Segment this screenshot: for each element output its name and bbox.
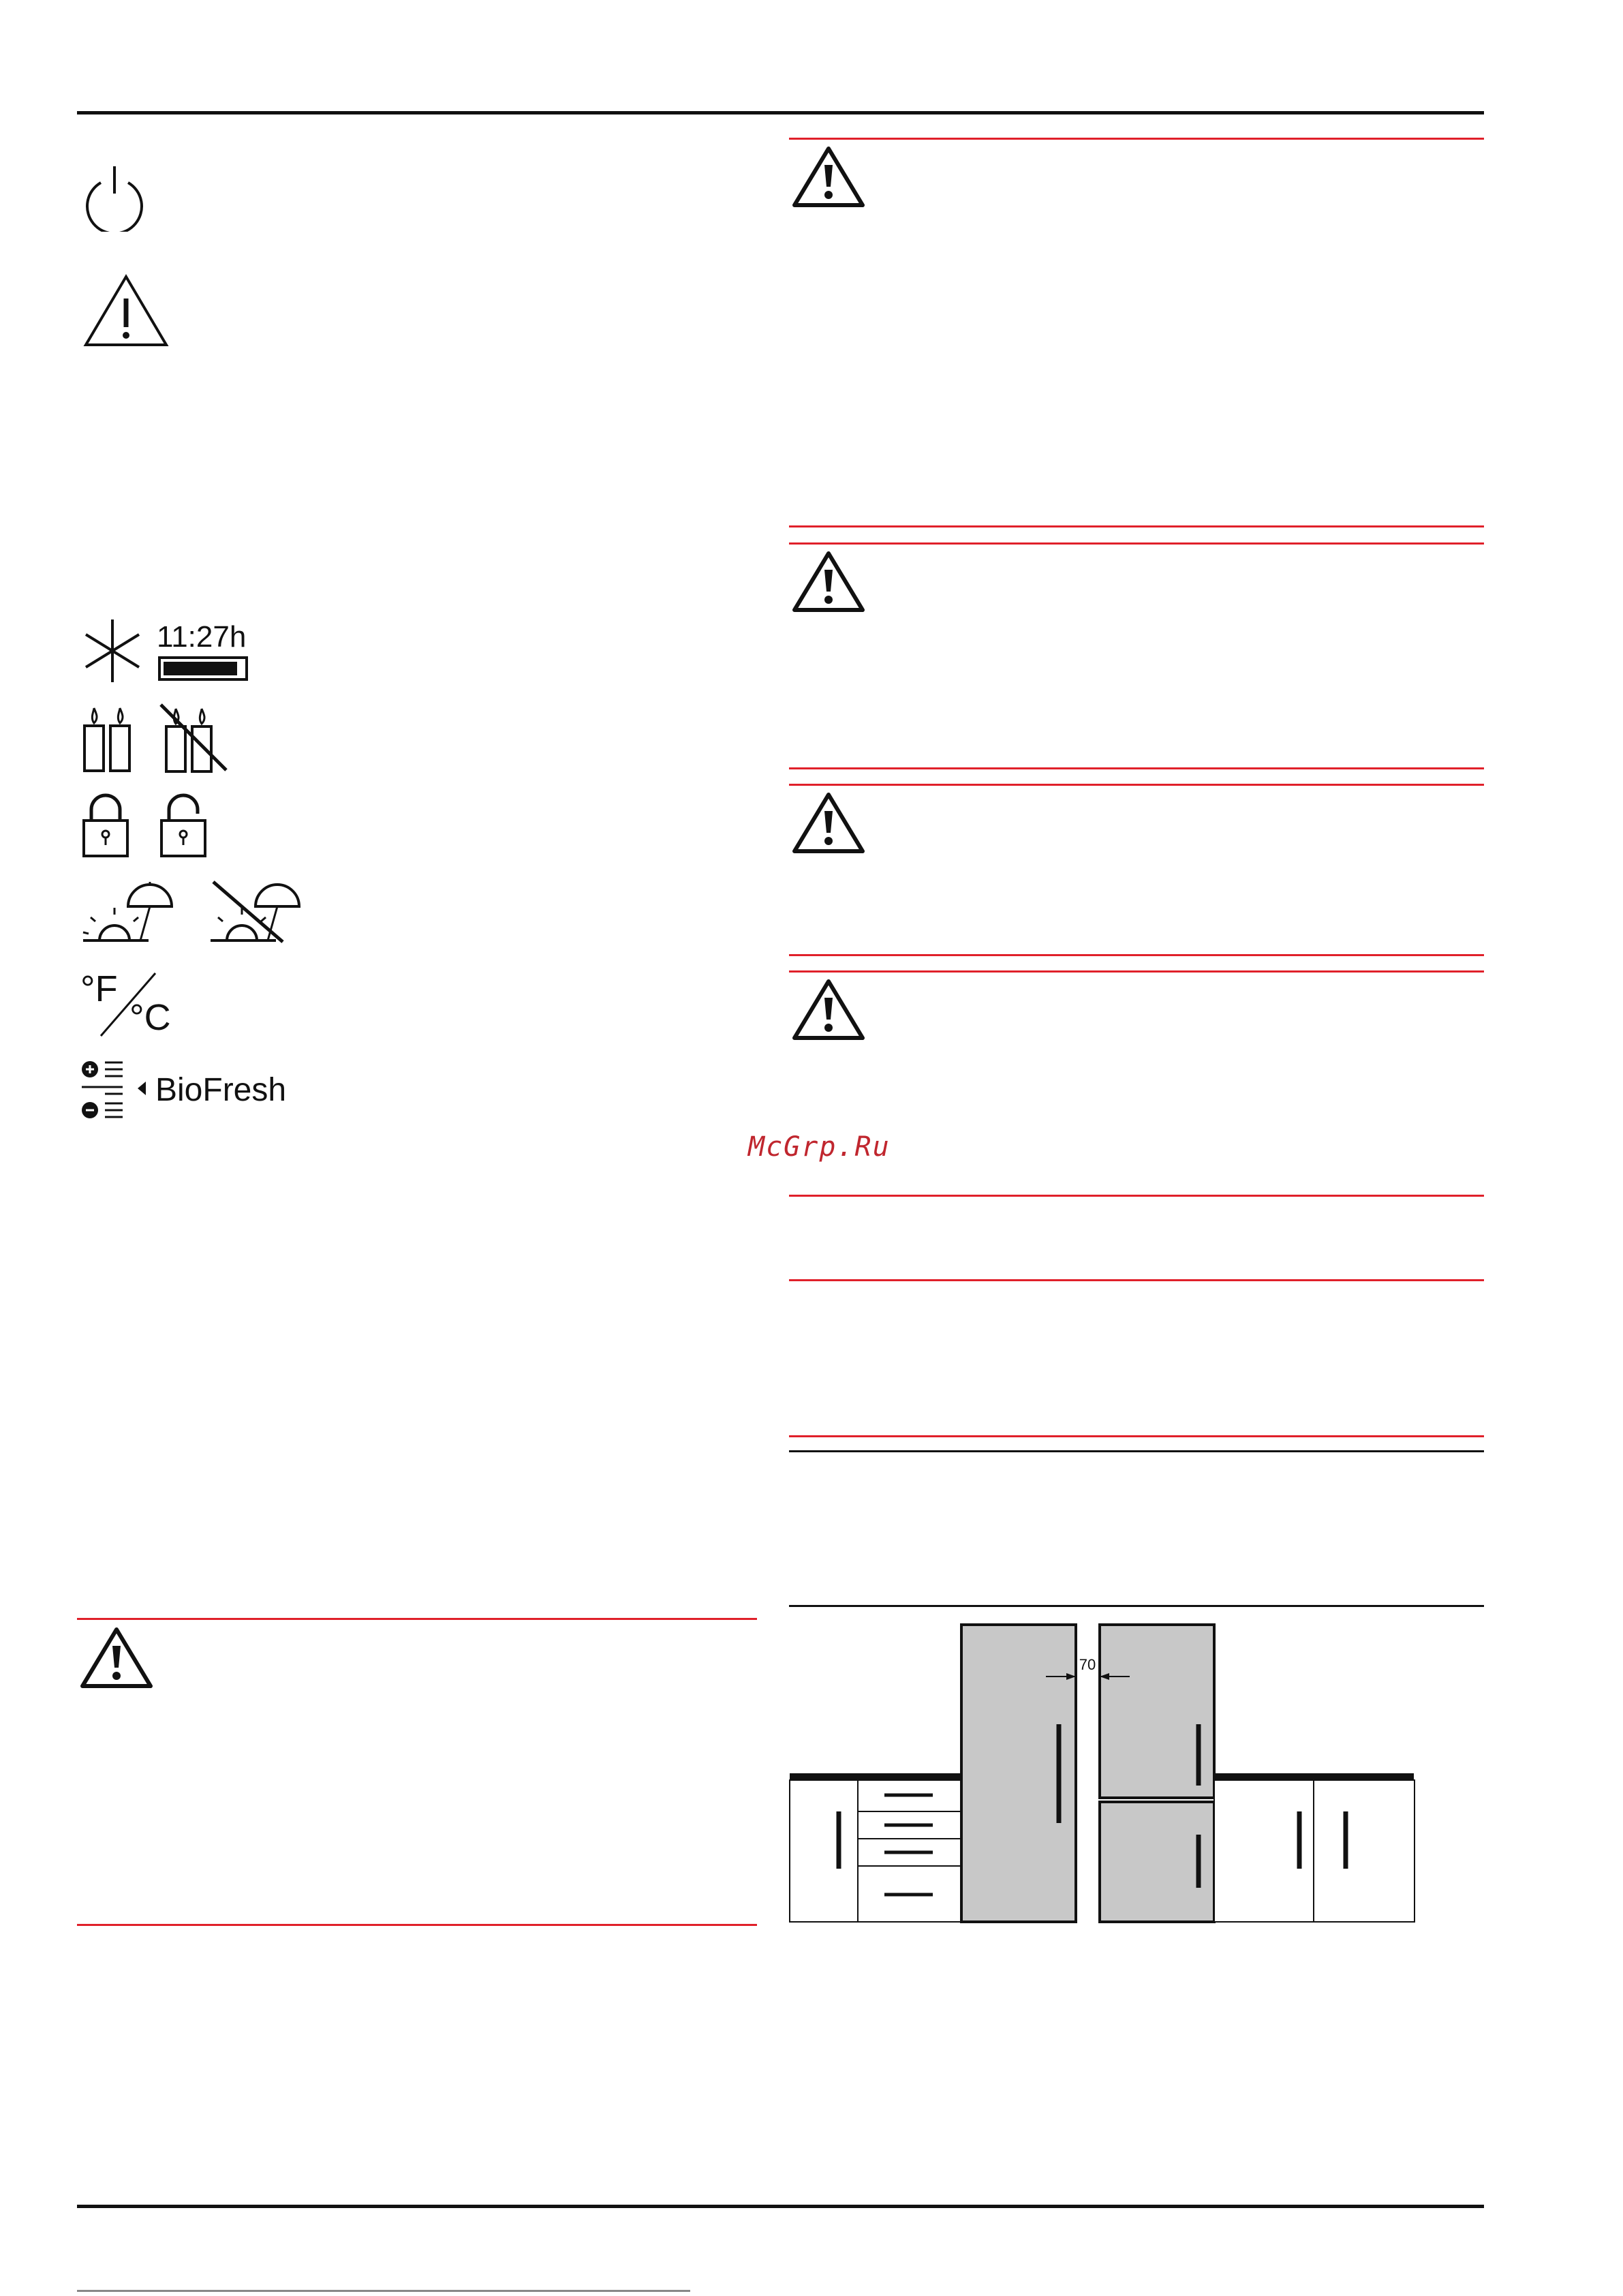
unit-celsius: °C [129, 997, 171, 1038]
warning-1-rule-bottom [789, 525, 1484, 527]
section-rule-4 [789, 1450, 1484, 1452]
warning-3-rule-bottom [789, 954, 1484, 956]
left-warning-rule-top [77, 1618, 757, 1620]
sabbath-on-icon [80, 705, 135, 774]
left-warning-rule-bottom [77, 1924, 757, 1926]
installation-figure [787, 1622, 1417, 1925]
warning-2-rule-top [789, 542, 1484, 545]
section-rule-1 [789, 1195, 1484, 1197]
lock-open-icon [158, 791, 209, 859]
warning-icon [80, 1625, 153, 1690]
superfrost-icon [80, 617, 145, 685]
warning-4-rule-top [789, 970, 1484, 973]
warning-2-rule-bottom [789, 767, 1484, 769]
section-rule-3 [789, 1435, 1484, 1437]
sabbath-off-icon [158, 702, 230, 774]
footer-rule [77, 2205, 1484, 2208]
warning-icon [792, 791, 865, 855]
warning-3-rule-top [789, 784, 1484, 786]
section-rule-2 [789, 1279, 1484, 1281]
section-rule-5 [789, 1605, 1484, 1607]
warning-icon [83, 273, 169, 348]
header-rule [77, 111, 1484, 114]
biofresh-plus-minus-icon [80, 1060, 149, 1124]
biofresh-label: BioFresh [155, 1072, 287, 1108]
watermark: McGrp.Ru [748, 1131, 891, 1163]
warning-1-rule-top [789, 138, 1484, 140]
footer-thin-rule [77, 2290, 690, 2292]
clearance-label: 70 [1079, 1656, 1096, 1673]
power-icon [80, 164, 149, 232]
holiday-off-icon [208, 879, 303, 944]
unit-fahrenheit: °F [80, 968, 118, 1009]
warning-icon [792, 549, 865, 614]
battery-bar-icon [158, 656, 248, 681]
warning-icon [792, 144, 865, 209]
warning-icon [792, 977, 865, 1042]
lock-closed-icon [80, 791, 132, 859]
holiday-on-icon [80, 879, 176, 944]
timer-text: 11:27h [157, 620, 247, 654]
